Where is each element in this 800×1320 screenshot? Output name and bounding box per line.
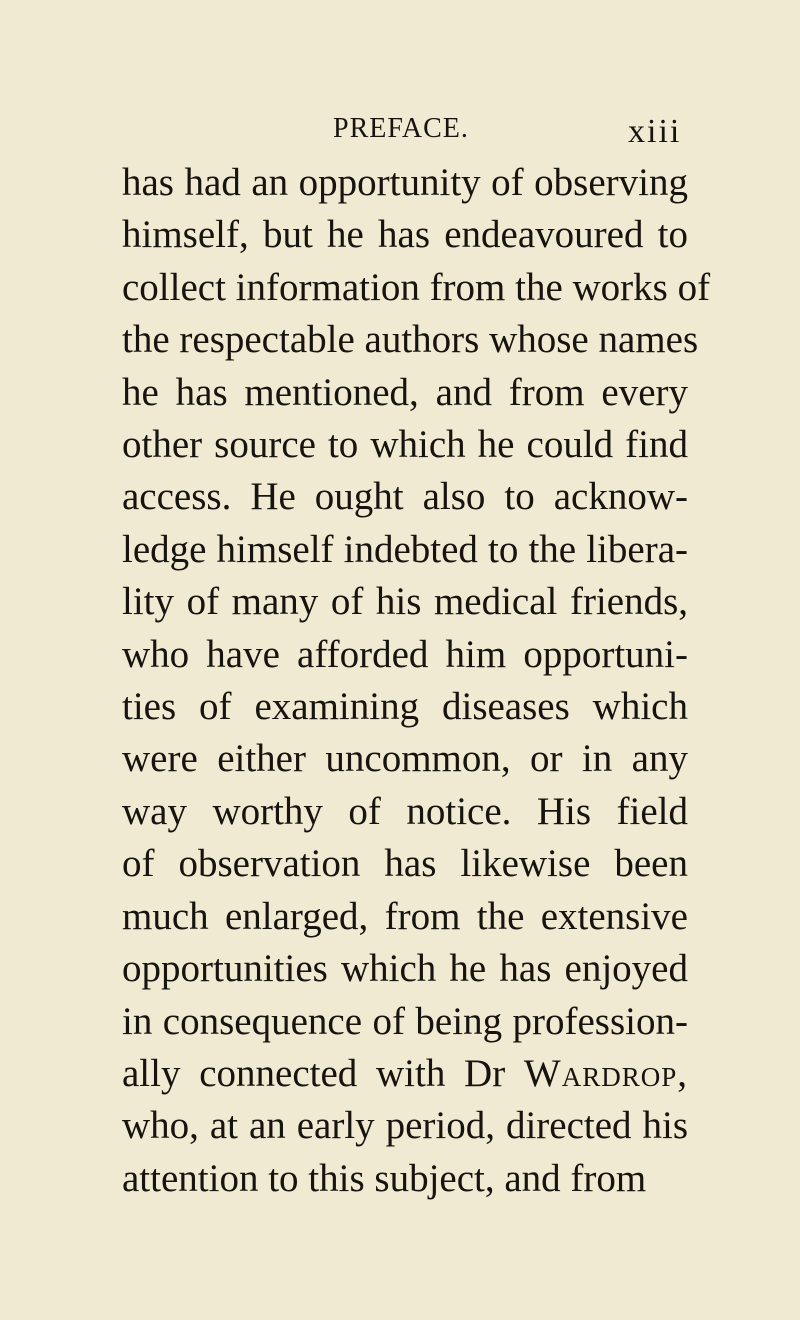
- text-line: in consequence of being profession-: [122, 999, 688, 1043]
- page-number: xiii: [628, 113, 682, 150]
- text-line: ties of examining diseases which: [122, 685, 688, 729]
- text-line-with-name: [122, 1048, 688, 1100]
- text-line: lity of many of his medical friends,: [122, 580, 688, 624]
- text-line: collect information from the works of: [122, 265, 711, 309]
- text-line: the respectable authors whose names: [122, 318, 699, 362]
- text-line: has had an opportunity of observing: [122, 161, 688, 204]
- text-line: much enlarged, from the extensive: [122, 894, 688, 938]
- text-line: himself, but he has endeavoured to: [122, 213, 688, 257]
- text-line: opportunities which he has enjoyed: [122, 947, 688, 991]
- running-title: PREFACE.: [333, 113, 469, 144]
- person-name: Wardrop,: [523, 1051, 689, 1095]
- body-text: [122, 157, 711, 1205]
- text-line: access. He ought also to acknow-: [122, 475, 688, 519]
- text-line: of observation has likewise been: [122, 842, 688, 886]
- text-line: he has mentioned, and from every: [122, 370, 688, 414]
- text-line: attention to this subject, and from: [122, 1156, 647, 1200]
- text-line: way worthy of notice. His field: [122, 789, 688, 833]
- text-line-start: ally connected with Dr: [122, 1051, 506, 1095]
- text-line: who, at an early period, directed his: [122, 1104, 688, 1148]
- text-line: ledge himself indebted to the libera-: [122, 527, 688, 571]
- text-line: were either uncommon, or in any: [122, 737, 688, 781]
- running-head: [0, 113, 800, 153]
- text-line: other source to which he could find: [122, 423, 688, 467]
- text-line: who have afforded him opportuni-: [122, 632, 688, 676]
